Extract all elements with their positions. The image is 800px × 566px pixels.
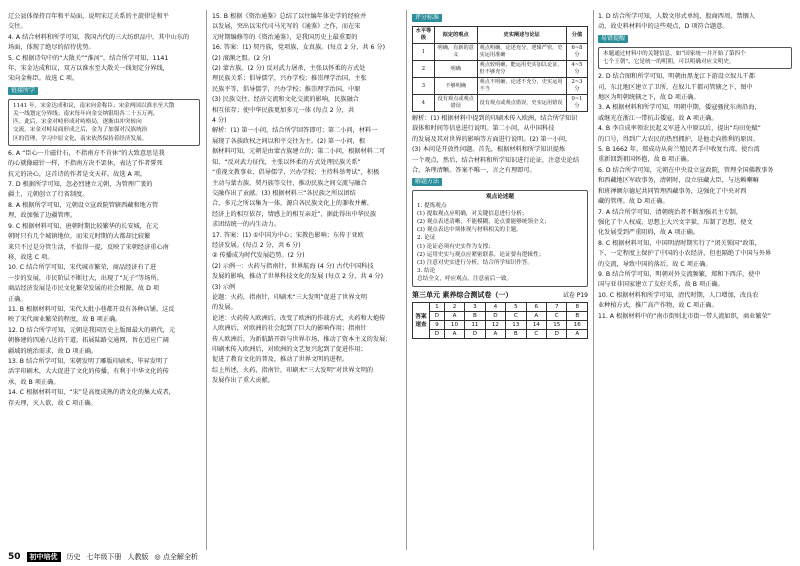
section-tag: 链接所学 (8, 87, 38, 95)
text-line: 4. A 结合材料和所学可知，我国古代的三大纺织品中，其中山东的 (8, 33, 190, 41)
text-line: 论述：火药传入欧洲后，改变了欧洲的作战方式，火药和大炮传 (212, 314, 386, 322)
text-line: 展现了各族政权之间以和平交往为主。(2) 第一小问，根 (212, 137, 366, 145)
box-line: 匹。此后，宋金对峙形成对峙格局，逐渐由冲突转向 (13, 119, 142, 126)
text-line: 国与亚非国家建立了友好关系，故 B 项正确。 (598, 281, 724, 289)
text-line: 载体和时间等信息进行说明。第二小问，从中国科技 (412, 125, 555, 133)
unit-heading (412, 291, 588, 300)
table-cell: D (465, 330, 485, 339)
text-line: 主动与蒙古族、契丹族等交往，推动民族之间交流与融合 (212, 179, 367, 187)
table-cell: 5 (506, 303, 526, 312)
text-line: 经济发展。(每点 2 分，共 6 分) (212, 241, 301, 249)
text-line: 戚继光在浙江一带抗击倭寇，故 A 项正确。 (598, 114, 718, 122)
text-line: 元时期编修等的《资治通鉴》，是我国历史上最重要的 (212, 33, 358, 41)
text-line: 发展的影响，推动了世界科技文化的发展 (每点 2 分，共 4 分) (212, 273, 384, 281)
text-line: (2) 示例一：火药与指南针，世界航海 (4 分) 古代中国科技 (212, 262, 374, 270)
unit-ref: 试卷 P19 (562, 291, 588, 299)
table-cell: B (506, 330, 526, 339)
box-line: (2) 运用史实与观点应紧密联系，论证要有逻辑性； (417, 251, 545, 258)
box-line: (1) 论证必须有史实作为支撑； (417, 243, 494, 250)
text-line: 15. B 根据《资治通鉴》总结了以往编年体史学的经验并 (212, 13, 367, 20)
table-cell: 12 (485, 321, 505, 330)
table-cell: C (506, 312, 526, 321)
info-box (8, 99, 200, 146)
table-cell: D (547, 330, 567, 339)
text-block (8, 149, 200, 408)
table-cell: A (567, 330, 588, 339)
table-header: 水平等级 (413, 27, 435, 44)
text-line: 场面，体现了绝尽的招待优势。 (8, 44, 95, 52)
column-divider (206, 10, 207, 550)
text-line: 6. A “臣心一片磁针石，不指南方不肯休”的大致意思是我 (8, 149, 165, 157)
text-line: 一步的发展，市民阶层不断壮大，出现了“瓦子”等场所。 (8, 274, 163, 282)
box-line: 七个王朝”，它是统一的明朝，可以明确对应文明史。 (603, 59, 735, 66)
text-line: 10. C 结合所学可知，宋代城市繁荣，商品经济有了进 (8, 264, 157, 272)
text-line: 地区为明朝统辖之下，故 D 项正确。 (598, 94, 700, 102)
column-divider (593, 10, 594, 550)
scoring-table (412, 26, 588, 112)
table-cell: 15 (547, 321, 567, 330)
text-line: 6. D 结合所学可知，元朝在中央设立宣政院，管理全国佛教事务 (598, 166, 774, 174)
text-line: 交往。 (8, 23, 27, 31)
text-line: 一个观点，然后，结合材料和所学知识进行论证，注意史论结 (412, 156, 580, 164)
table-header: 拟定的观点 (434, 27, 477, 44)
table-cell: 没有观点或观点错误 (434, 95, 477, 112)
box-line: (3) 注意对史实进行分析，结合所学知识作答。 (417, 260, 533, 267)
text-line: 朝时只有几个城镇地位，而宋元时期的大都却比较繁 (8, 233, 151, 241)
table-cell: 16 (567, 321, 588, 330)
text-line: 1. D 结合所学可知，人数文形式单纯，股商西周，禁锢人 (598, 13, 755, 20)
table-row (413, 78, 588, 95)
table-cell: 6 (526, 303, 546, 312)
text-line: 印刷术传入欧洲后，对欧洲的文艺复兴起到了促进作用； (212, 346, 367, 353)
table-cell: D (430, 330, 445, 339)
text-line: 疆土，元朝创立了行省制度。 (8, 191, 89, 199)
column-1 (8, 12, 200, 409)
table-cell: B (567, 312, 588, 321)
text-line: 7. D 根据所学可知，忽必烈建立元朝，为管理广袤的 (8, 181, 153, 189)
box-title: 观点论述题 (486, 194, 514, 201)
text-line: 辽公县体保持百年和平局面，说明宋辽关系的主旋律是和平 (8, 13, 169, 20)
footer-series: ◎ 点全解全析 (154, 553, 198, 561)
table-cell: 4~5 分 (566, 61, 587, 78)
text-line: 合，多元之所以集为一体，源自各民族文化上的兼收并蓄、 (212, 200, 373, 208)
table-cell: 3 (465, 303, 485, 312)
table-row (413, 44, 588, 61)
table-row (413, 95, 588, 112)
text-line: 移，故选 C 项。 (8, 253, 54, 261)
text-line: 8. C 根据材料可知，中国明清时期实行了“闭关锁国”政策， (598, 239, 761, 247)
text-line: (2) 澶渊之盟。(2 分) (212, 54, 271, 62)
table-cell: D (485, 312, 505, 321)
table-cell: 4 (413, 95, 435, 112)
text-line: 存天理，灭人欲，故 C 项正确。 (8, 399, 97, 407)
box-line: 总结全文，呼应观点，注意前后一致。 (417, 276, 513, 283)
page-number: 50 (8, 552, 21, 562)
table-cell: 10 (444, 321, 464, 330)
table-cell: 0~1 分 (566, 95, 587, 112)
table-cell: C (526, 330, 546, 339)
text-line: 求团结统一的内生动力。 (212, 221, 281, 229)
text-line: 据材料可知，元朝是由蒙古族建立的；第二小问，根据材料二可 (212, 148, 386, 156)
column-3 (412, 12, 588, 341)
box-line: 本题通过材料中的关键信息，如“国家统一并开始了第四个 (603, 50, 746, 57)
box-line: 区的管理，学习中原文化，南宋依然保持着经济发展。 (13, 135, 148, 142)
table-cell: 2~3 分 (566, 78, 587, 95)
table-cell: 1 (413, 44, 435, 61)
column-4 (598, 12, 792, 322)
text-line: 9. C 根据材料可知，唐朝时期比较繁华的长安城，在元 (8, 222, 159, 230)
box-line: (1) 提取观点应明确，对关键信息进行分析； (417, 210, 528, 217)
text-line: 和西藏地区军政事务，清朝时，设立驻藏大臣，与达赖喇嘛 (598, 177, 759, 185)
text-line: 8. A 根据所学可知，元朝设立宣政院管辖西藏和地方管 (8, 201, 159, 209)
text-line: 业种植方式，推广高产作物，故 C 项正确。 (598, 302, 718, 310)
text-line: 以发展，突出以宋代司马光写的《通鉴》之作，而在宋 (212, 23, 361, 31)
table-cell: 观点不明确，论述不充分，史实运用不当 (477, 78, 566, 95)
text-line: 论题：火药，指南针，印刷术“三大发明”促进了世界文明 (212, 293, 367, 301)
table-cell: 7 (547, 303, 567, 312)
text-line: 民族平等，倡导儒学，兴办学校；推崇理学治国，中原 (212, 85, 361, 93)
text-line: 映了宋代商业繁荣的程度，故 B 项正确。 (8, 316, 122, 324)
text-line: 藏的管理。故 D 项正确。 (598, 198, 669, 206)
text-line: 10. C 根据材料和所学可知，清代时期，人口增加，改良农 (598, 291, 759, 299)
table-header: 分值 (566, 27, 587, 44)
table-cell: 14 (526, 321, 546, 330)
table-cell: 不够明确 (434, 78, 477, 95)
text-line: 16. 答案：(1) 契丹族，党项族，女真族。(每点 2 分，共 6 分) (212, 44, 386, 52)
table-cell: A (485, 330, 505, 339)
brand-badge: 初中培优 (27, 552, 61, 562)
box-line: (2) 观点表述清晰，不能模糊，论点要能够统领全文； (417, 219, 550, 226)
text-line: 7. A 结合所学可知，清朝统治者不断加强君主专制， (598, 208, 743, 216)
text-line: 13. B 结合所学可知，宋朝发明了雕版印刷术，毕昇发明了 (8, 357, 169, 365)
text-line: 经济上的相互依存，情感上的相互亲近”，据此得出中华民族 (212, 210, 377, 218)
page-footer (8, 552, 198, 562)
table-cell: 2 (413, 61, 435, 78)
table-cell: C (547, 312, 567, 321)
table-row (413, 61, 588, 78)
box-line: (3) 观点表达中须体现与材料相关的主题。 (417, 227, 522, 234)
table-cell: 4 (485, 303, 505, 312)
text-line: 11. A 根据材料中的“南市街则北市街一带人流如织，商业繁荣” (598, 312, 771, 320)
text-line: 人欧洲后，对欧洲的社会起到了巨大的影响作用；指南针 (212, 325, 367, 333)
text-line: 下，一定程度上保护了中国的小农经济，但也隔绝了中国与外界 (598, 250, 772, 258)
text-line: 14. C 根据材料可知，“宋”是高度成熟的诸文化的集大成者， (8, 389, 175, 397)
text-line: 11. B 根据材料可知，宋代大批小巷都开设有各种店铺，这反 (8, 305, 175, 313)
table-cell: 13 (506, 321, 526, 330)
text-line: “重视文教事业、倡导儒学，兴办学校；主持科举考试”，积极 (212, 169, 380, 177)
text-line: 正确。 (8, 295, 27, 303)
box-line: 1. 提炼观点 (417, 202, 447, 209)
text-line: 12. D 结合所学可知，元朝是我国历史上版图最大的朝代，元 (8, 326, 176, 334)
text-line: 的交流，导致中国的落后，故 C 项正确。 (598, 260, 712, 268)
text-line: 3. A 根据材料和所学可知，明朝中期，倭寇骚扰东南沿海， (598, 104, 761, 112)
answer-table (412, 302, 588, 339)
text-line: 知，“反对武力征伐，主张以怀柔的方式处理民族关系” (212, 158, 361, 166)
text-line: 合，条理清晰。答案不唯一，言之有理即可。 (412, 167, 536, 175)
text-line: 促进了教育文化的普及，推动了世界文明的进程。 (212, 356, 349, 364)
text-line: 司，东北地区建立了卫所，在奴儿干都司管辖之下，图中 (598, 83, 753, 91)
text-line: 解析：(1) 根据材料中提到的印刷术传入欧洲，结合所学知识 (412, 115, 578, 122)
text-line: 综上所述，火药，指南针，印刷术“三大发明”对世界文明的 (212, 366, 374, 374)
table-cell: 1 (430, 303, 445, 312)
text-line: 和班禅额尔德尼共同管理西藏事务，这强化了中央对西 (598, 187, 747, 195)
text-line: 活字印刷术，大大促进了文化的传播，有利于中华文化的传 (8, 368, 169, 376)
text-line: 17. 答案：(1) ①中国为中心；宋教色影响；东传于亚欧 (212, 231, 364, 239)
box-line: 2. 论证 (417, 235, 436, 242)
table-cell: 9 (430, 321, 445, 330)
table-cell: 明确，有新的意义 (434, 44, 477, 61)
box-line: 交流。宋金对峙局面形成之后，金为了加强对汉族统治 (13, 127, 148, 134)
text-line: ② 传播成为时代发展趋势。(2 分) (212, 252, 305, 260)
table-cell: 没有观点或观点错误，史实运用错误 (477, 95, 566, 112)
table-cell: 观点较明确，能运用史实加以论证，但不够充分 (477, 61, 566, 78)
text-line: 抗元的决心，这首诗的作者是文天祥。故选 A 项。 (8, 170, 147, 178)
text-line: 交融作出了贡献。(3) 根据材料三“各民族之所以团结 (212, 189, 356, 197)
table-cell: B (465, 312, 485, 321)
text-line: 理，故加强了边疆管理。 (8, 212, 77, 220)
text-block (8, 12, 200, 84)
unit-title: 第三单元 素养综合测试卷（一） (412, 290, 513, 299)
text-line: 9. B 结合所学可知，明朝对外交流频繁，郑和下西洋，使中 (598, 270, 761, 278)
table-cell: 6~8 分 (566, 44, 587, 61)
tip-box (598, 47, 792, 69)
text-line: 相互依存；使中华民族更加多元一体 (每点 2 分，共 (212, 106, 355, 114)
footer-grade: 七年级下册 (86, 553, 122, 561)
answer-label: 答案速查 (413, 303, 430, 339)
section-tag: 易错提醒 (598, 35, 628, 43)
text-line: 发展作出了重大贡献。 (212, 377, 274, 385)
text-line: 朝修建的四通八达的干道，拓展陆路交通网，旨在适应广阔 (8, 337, 169, 345)
method-box (412, 190, 588, 286)
text-line: 理民族关系；倡导儒学，兴办学校；推崇理学治国，主张 (212, 75, 367, 83)
text-line: (3) 民族交往、经济交流和文化交流的影响，民族融合 (212, 96, 359, 104)
footer-subject: 历史 (66, 553, 81, 561)
text-line: 承，故 B 项正确。 (8, 378, 60, 386)
table-cell: D (430, 312, 445, 321)
text-line: 的口号，得到广大农民的热烈拥护，是他走向胜利的原因。 (598, 135, 759, 143)
text-line: (2) 蒙古族。(2 分) 反对武力屠杀，主张以怀柔的方式处 (212, 65, 366, 73)
table-cell: 明确 (434, 61, 477, 78)
table-cell: 11 (465, 321, 485, 330)
table-cell: 观点明确，论述充分，逻辑严密，史实运用准确 (477, 44, 566, 61)
text-line: (3) 本问是开放性问题。首先，根据材料和所学知识提炼 (412, 146, 566, 154)
text-line: 的发展。 (212, 304, 237, 312)
text-line: 动，故史料材料中的这些观点，D 项符合题意。 (598, 23, 729, 31)
text-line: 4. B 李自成率领农民起义军进入中原以后，提出“均田免赋” (598, 125, 761, 133)
table-cell: 8 (567, 303, 588, 312)
column-divider (406, 10, 407, 550)
table-cell: 2 (444, 303, 464, 312)
text-line: 重新回到祖国怀抱，故 B 项正确。 (598, 156, 693, 164)
text-line: 解析：(1) 第一小问，结合所学回答即可；第二小问，材料一 (212, 127, 378, 135)
text-line: (3) 示例 (212, 283, 236, 291)
text-line: 5. B 1662 年，郑成功从荷兰殖民者手中收复台湾，使台湾 (598, 146, 760, 154)
section-tag: 评分标准 (412, 14, 442, 22)
section-tag: 解题方法 (412, 178, 442, 186)
table-header: 史实阐述与论证 (477, 27, 566, 44)
text-line: 2. D 结合图和所学可知，明朝由黑龙江下游设立奴儿干都 (598, 73, 755, 81)
text-line: 年，宋金达成和议，双方以淮水至大散关一线划定分界线， (8, 65, 169, 73)
table-cell: A (444, 312, 464, 321)
text-line: 4 分) (212, 117, 227, 125)
text-line: 5. C 根据诗句中的“大散关”“淮河”，结合所学可知，1141 (8, 54, 169, 62)
text-line: 传人欧洲后，为新航路开辟与世界市场，推动了资本主义的发展； (212, 335, 392, 343)
text-line: 强化了个人权威，思想上大兴文字狱，压制了思想，使文 (598, 218, 753, 226)
table-cell: A (444, 330, 464, 339)
text-line: 来只不过是分管生活，不值得一提，反映了宋朝经济重心南 (8, 243, 169, 251)
box-line: 3. 结论 (417, 268, 436, 275)
text-line: 宋向金称臣。故选 C 项。 (8, 75, 79, 83)
text-line: 的发展及其对世界的影响等方面进行说明。(2) 第一小问， (412, 135, 572, 143)
text-line: 的心就像磁针一样，不指南方决不罢休，表达了作者誓死 (8, 160, 163, 168)
table-cell: A (526, 312, 546, 321)
footer-edition: 人教版 (127, 553, 149, 561)
box-line: 1141 年，宋金达成和议，南宋向金称臣；宋金两国以淮水至大散 (13, 102, 175, 109)
text-line: 商品经济发展是市民文化繁荣发展的社会根源，故 D 项 (8, 285, 160, 293)
text-line: 化发展受到严重阻碍，故 A 项正确。 (598, 229, 699, 237)
text-line: 疆域的统治需求，故 D 项正确。 (8, 347, 98, 355)
box-line: 关一线划定分界线；南宋每年向金交纳银绢各二十五万两， (13, 111, 159, 118)
table-cell: 3 (413, 78, 435, 95)
column-2 (212, 12, 404, 387)
